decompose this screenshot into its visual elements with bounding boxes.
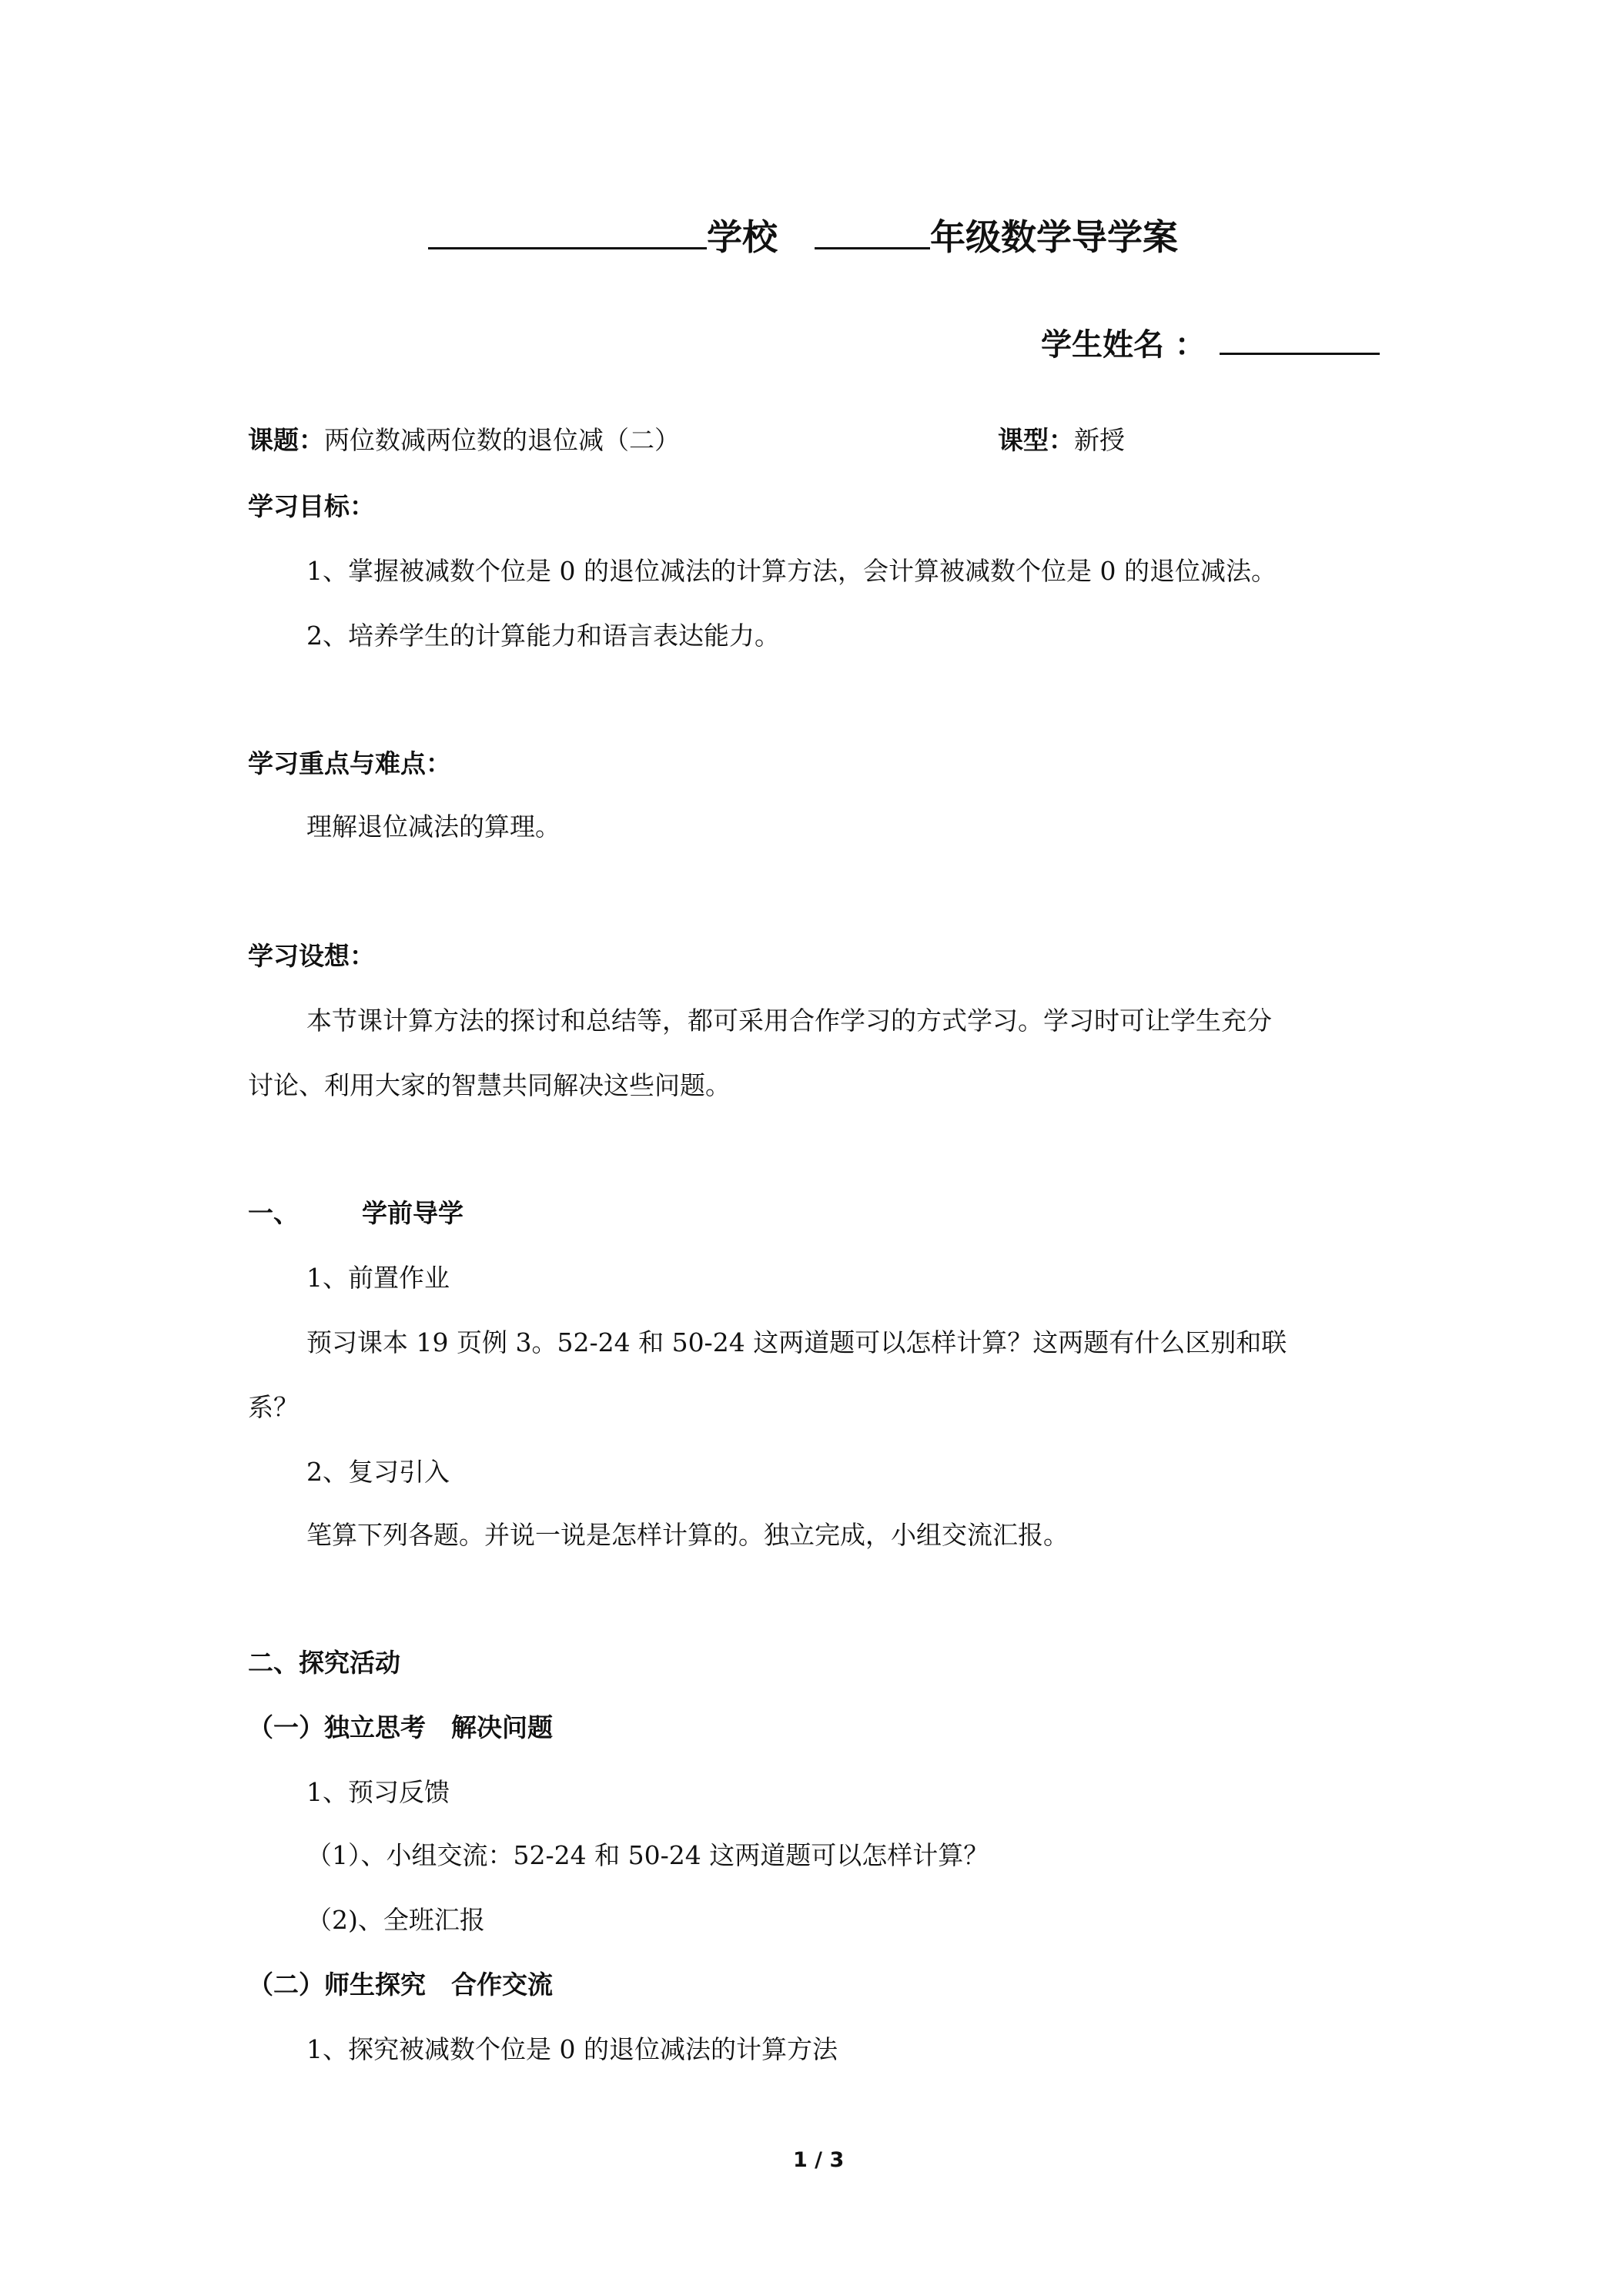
section-1-item-1-text-line-1: 预习课本 19 页例 3。52-24 和 50-24 这两道题可以怎样计算？这两题有什么区别和联 [306, 1327, 1287, 1357]
section-2-sub-1-item: 1、预习反馈 [306, 1777, 450, 1807]
section-2-sub-1-point-2: （2)、全班汇报 [306, 1905, 485, 1935]
section-2-title: 二、探究活动 [248, 1648, 400, 1678]
plan-text-line-2: 讨论、利用大家的智慧共同解决这些问题。 [248, 1070, 731, 1100]
topic-row [248, 420, 680, 457]
topic-label: 课题： [248, 425, 324, 455]
type-text: 新授 [1074, 425, 1125, 455]
page-number: 1 / 3 [793, 2148, 845, 2172]
student-name-blank [1220, 352, 1380, 355]
section-2-sub-1: （一）独立思考 解决问题 [248, 1712, 553, 1742]
type-row [998, 420, 1125, 457]
topic-text: 两位数减两位数的退位减（二） [324, 425, 680, 455]
grade-blank [815, 246, 930, 249]
objectives-heading: 学习目标： [248, 491, 375, 521]
section-1-item-2-text: 笔算下列各题。并说一说是怎样计算的。独立完成，小组交流汇报。 [306, 1520, 1069, 1550]
section-2-sub-1-point-1: （1）、小组交流：52-24 和 50-24 这两道题可以怎样计算？ [306, 1840, 989, 1870]
objective-item-2: 2、培养学生的计算能力和语言表达能力。 [306, 621, 780, 651]
keypoints-text: 理解退位减法的算理。 [306, 812, 561, 842]
school-blank [428, 246, 707, 249]
school-suffix: 学校 [707, 216, 778, 258]
plan-heading: 学习设想： [248, 941, 375, 971]
grade-title: 年级数学导学案 [930, 216, 1178, 258]
type-label: 课型： [998, 425, 1074, 455]
section-1-title: 学前导学 [362, 1198, 463, 1228]
section-1-item-2: 2、复习引入 [306, 1457, 450, 1487]
objective-item-1: 1、掌握被减数个位是 0 的退位减法的计算方法，会计算被减数个位是 0 的退位减法。 [306, 556, 1277, 586]
section-2-sub-2: （二）师生探究 合作交流 [248, 1970, 553, 2000]
student-name-row [1041, 320, 1380, 364]
section-2-sub-2-item: 1、探究被减数个位是 0 的退位减法的计算方法 [306, 2034, 838, 2064]
section-1-item-1-text-line-2: 系？ [248, 1392, 299, 1422]
student-name-label: 学生姓名 ： [1041, 327, 1206, 363]
section-1-item-1: 1、前置作业 [306, 1263, 450, 1293]
document-title [428, 209, 1178, 260]
plan-text-line-1: 本节课计算方法的探讨和总结等，都可采用合作学习的方式学习。学习时可让学生充分 [306, 1006, 1272, 1036]
section-1-number: 一、 [248, 1198, 299, 1228]
keypoints-heading: 学习重点与难点： [248, 748, 451, 778]
